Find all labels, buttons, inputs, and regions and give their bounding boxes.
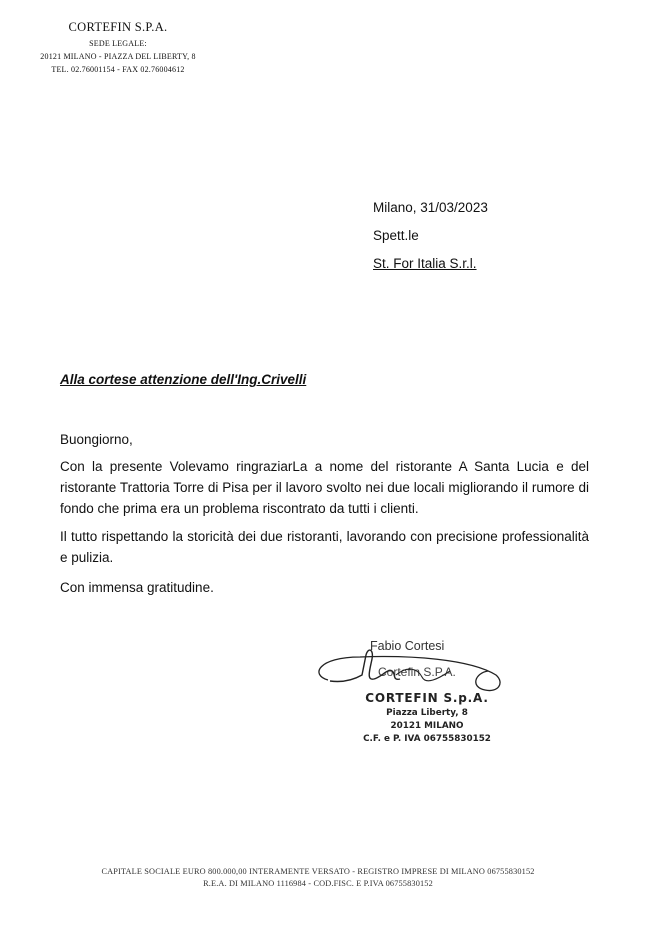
closing: Con immensa gratitudine. xyxy=(60,580,214,595)
signer-company: Cortefin S.P.A. xyxy=(378,665,456,679)
stamp-tax-id: C.F. e P. IVA 06755830152 xyxy=(363,734,491,744)
signature-block xyxy=(300,635,520,755)
attention-line: Alla cortese attenzione dell'Ing.Crivelli xyxy=(60,372,307,387)
letterhead xyxy=(18,20,218,74)
footer-line-1: CAPITALE SOCIALE EURO 800.000,00 INTERAMENTE VERSATO - REGISTRO IMPRESE DI MILANO 06755830152 xyxy=(101,867,535,876)
letterhead-address: 20121 MILANO - PIAZZA DEL LIBERTY, 8 xyxy=(40,52,196,61)
greeting: Buongiorno, xyxy=(60,432,133,447)
letter-body xyxy=(60,429,589,598)
footer xyxy=(0,866,636,890)
company-stamp xyxy=(362,691,492,744)
recipient-salutation: Spett.le xyxy=(373,228,419,243)
stamp-city: 20121 MILANO xyxy=(390,721,464,731)
recipient-company: St. For Italia S.r.l. xyxy=(373,256,477,271)
recipient-block xyxy=(373,199,488,283)
stamp-company-name: CORTEFIN S.p.A. xyxy=(365,691,489,705)
body-paragraph-1: Con la presente Volevamo ringraziarLa a nome del ristorante A Santa Lucia e del ristorante Trattoria Torre di Pisa per il lavoro svolto nei due locali migliorando il rumore di fondo che prima era un problema riscontrato da tutti i clienti. xyxy=(60,459,589,516)
body-paragraph-2: Il tutto rispettando la storicità dei due ristoranti, lavorando con precisione professionalità e pulizia. xyxy=(60,529,589,565)
letterhead-contacts: TEL. 02.76001154 - FAX 02.76004612 xyxy=(51,65,185,74)
place-date: Milano, 31/03/2023 xyxy=(373,200,488,215)
letterhead-company-name: CORTEFIN S.P.A. xyxy=(68,20,168,34)
footer-line-2: R.E.A. DI MILANO 1116984 - COD.FISC. E P.IVA 06755830152 xyxy=(203,879,433,888)
letterhead-registered-office-label: SEDE LEGALE: xyxy=(89,39,147,48)
signer-name: Fabio Cortesi xyxy=(370,639,445,653)
stamp-address: Piazza Liberty, 8 xyxy=(386,708,468,718)
